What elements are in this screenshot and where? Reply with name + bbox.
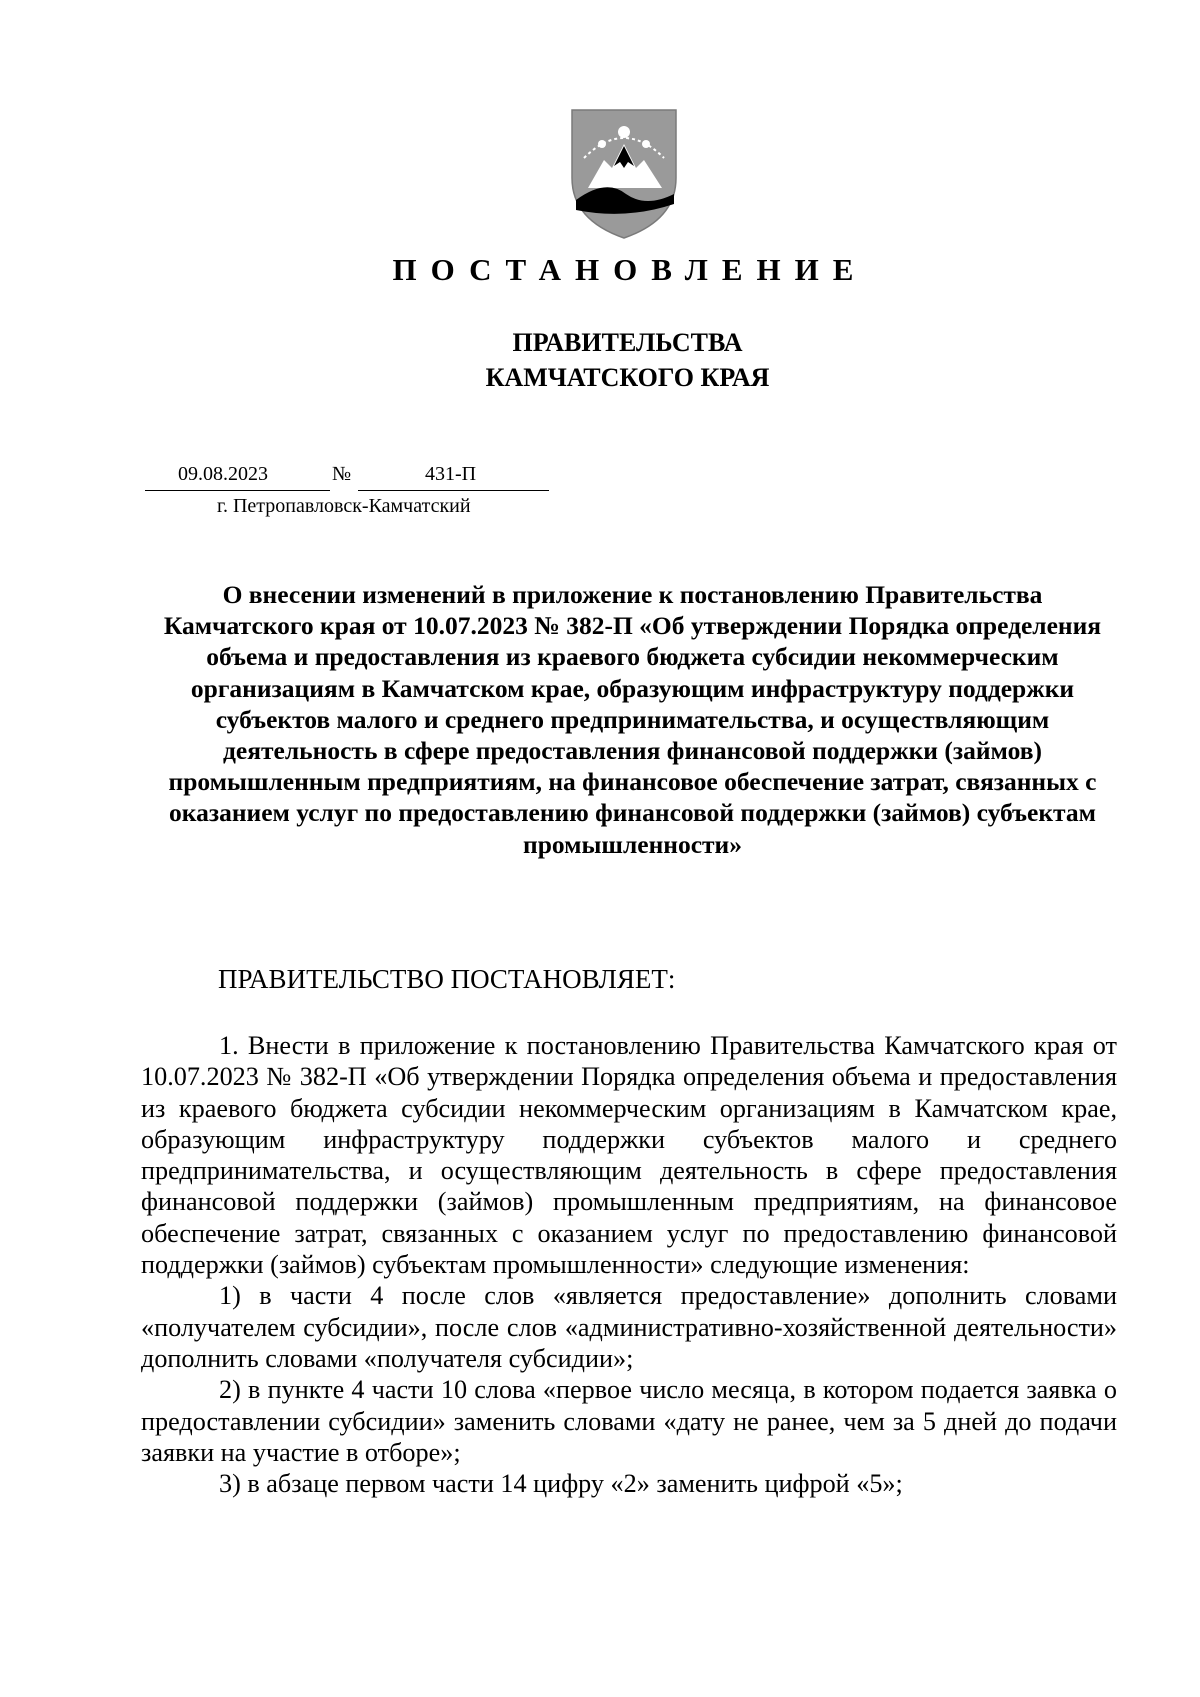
body-paragraph: 1) в части 4 после слов «является предоставление» дополнить словами «получателем субсидии», после слов «административно-хозяйственной деятельности» дополнить словами «получателя субсидии»; bbox=[141, 1281, 1117, 1373]
authority-line-1: ПРАВИТЕЛЬСТВА bbox=[512, 328, 743, 357]
issuing-authority bbox=[0, 325, 1200, 395]
body-paragraph: 2) в пункте 4 части 10 слова «первое число месяца, в котором подается заявка о предоставлении субсидии» заменить словами «дату не ранее, чем за 5 дней до подачи заявки на участие в отборе»; bbox=[141, 1375, 1117, 1467]
date-underline bbox=[145, 490, 330, 491]
document-date: 09.08.2023 bbox=[178, 463, 268, 485]
number-underline bbox=[358, 490, 549, 491]
coat-of-arms-icon bbox=[566, 108, 682, 240]
document-number: 431-П bbox=[425, 463, 477, 485]
document-subject: О внесении изменений в приложение к постановлению Правительства Камчатского края от 10.07.2023 № 382-П «Об утверждении Порядка определения объема и предоставления из краевого бюджета субсидии некоммерческим организациям в Камчатском крае, образующим инфраструктуру поддержки субъектов малого и среднего предпринимательства, и осуществляющим деятельность в сфере предоставления финансовой поддержки (займов) промышленным предприятиям, на финансовое обеспечение затрат, связанных с оказанием услуг по предоставлению финансовой поддержки (займов) субъектам промышленности» bbox=[163, 580, 1102, 859]
place-of-issue: г. Петропавловск-Камчатский bbox=[217, 495, 471, 517]
document-body bbox=[141, 1030, 1117, 1499]
number-sign: № bbox=[332, 463, 352, 485]
body-paragraph: 1. Внести в приложение к постановлению Правительства Камчатского края от 10.07.2023 № 382-П «Об утверждении Порядка определения объема и предоставления из краевого бюджета субсидии некоммерческим организациям в Камчатском крае, образующим инфраструктуру поддержки субъектов малого и среднего предпринимательства, и осуществляющим деятельность в сфере предоставления финансовой поддержки (займов) промышленным предприятиям, на финансовое обеспечение затрат, связанных с оказанием услуг по предоставлению финансовой поддержки (займов) субъектам промышленности» следующие изменения: bbox=[141, 1031, 1117, 1280]
body-paragraph: 3) в абзаце первом части 14 цифру «2» заменить цифрой «5»; bbox=[219, 1469, 903, 1499]
document-type-title: ПОСТАНОВЛЕНИЕ bbox=[392, 252, 868, 287]
resolves-heading: ПРАВИТЕЛЬСТВО ПОСТАНОВЛЯЕТ: bbox=[218, 964, 676, 994]
authority-line-2: КАМЧАТСКОГО КРАЯ bbox=[485, 363, 770, 392]
